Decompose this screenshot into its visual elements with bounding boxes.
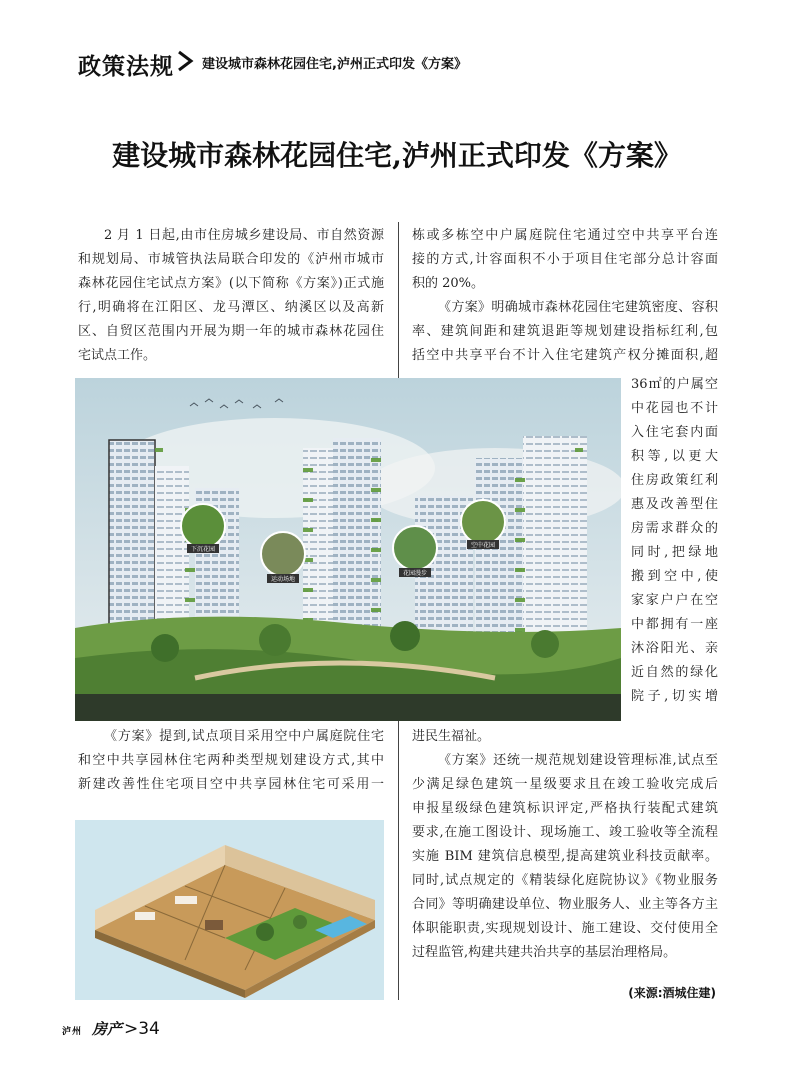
footer-city: 泸州 bbox=[62, 1027, 83, 1037]
text-line: 中花园也不计 bbox=[631, 401, 718, 416]
text-line: 住房政策红利 bbox=[631, 473, 718, 488]
text-line: 同时,试点规定的《精装绿化庭院协议》《物业服务 bbox=[412, 873, 718, 888]
chevron-right-icon bbox=[176, 50, 194, 72]
text-line: 申报星级绿色建筑标识评定,严格执行装配式建筑 bbox=[412, 801, 718, 816]
text-line: 搬到空中,使 bbox=[631, 569, 718, 584]
text-line: 和空中共享园林住宅两种类型规划建设方式,其中 bbox=[78, 753, 384, 768]
text-line: 同时,把绿地 bbox=[631, 545, 718, 560]
text-line: 体职能职责,实现规划设计、施工建设、交付使用全 bbox=[412, 921, 718, 936]
tower-rendering-image bbox=[75, 378, 621, 721]
right-wrap-paragraph bbox=[631, 373, 718, 709]
text-line: 家家户户在空 bbox=[631, 593, 718, 608]
page-footer bbox=[62, 1018, 222, 1044]
article-title: 建设城市森林花园住宅,泸州正式印发《方案》 bbox=[112, 139, 682, 172]
text-line: 栋或多栋空中户属庭院住宅通过空中共享平台连 bbox=[412, 228, 718, 243]
text-line: 率、建筑间距和建筑退距等规划建设指标红利,包 bbox=[412, 324, 718, 339]
text-line: 《方案》明确城市森林花园住宅建筑密度、容积 bbox=[438, 300, 718, 315]
callout-label: 运动场地 bbox=[270, 576, 296, 583]
text-line: 合同》等明确建设单位、物业服务人、业主等各方主 bbox=[412, 897, 718, 912]
section-header bbox=[78, 48, 718, 78]
text-line: 惠及改善型住 bbox=[631, 497, 718, 512]
text-line: 少满足绿色建筑一星级要求且在竣工验收完成后 bbox=[412, 777, 718, 792]
text-line: 《方案》提到,试点项目采用空中户属庭院住宅 bbox=[104, 729, 384, 744]
text-line: 2 月 1 日起,由市住房城乡建设局、市自然资源 bbox=[104, 228, 384, 243]
text-line: 入住宅套内面 bbox=[631, 425, 718, 440]
right-top-paragraph bbox=[412, 224, 718, 368]
text-line: 中都拥有一座 bbox=[631, 617, 718, 632]
text-line: 括空中共享平台不计入住宅建筑产权分摊面积,超 bbox=[412, 348, 718, 363]
text-line: 森林花园住宅试点方案》(以下简称《方案》)正式施 bbox=[78, 276, 384, 291]
text-line: 进民生福祉。 bbox=[412, 729, 491, 744]
page-number: >34 bbox=[124, 1019, 160, 1039]
text-line: 行,明确将在江阳区、龙马潭区、纳溪区以及高新 bbox=[78, 300, 384, 315]
text-line: 36㎡的户属空 bbox=[631, 377, 718, 392]
left-bottom-paragraph bbox=[78, 725, 384, 797]
section-title: 政策法规 bbox=[78, 54, 174, 80]
text-line: 近自然的绿化 bbox=[631, 665, 718, 680]
text-line: 新建改善性住宅项目空中共享园林住宅可采用一 bbox=[78, 777, 384, 792]
text-line: 和规划局、市城管执法局联合印发的《泸州市城市 bbox=[78, 252, 384, 267]
left-top-paragraph bbox=[78, 224, 384, 368]
text-line: 接的方式,计容面积不小于项目住宅部分总计容面 bbox=[412, 252, 718, 267]
text-line: 实施 BIM 建筑信息模型,提高建筑业科技贡献率。 bbox=[412, 849, 718, 864]
magazine-logo: 房产 bbox=[92, 1020, 123, 1038]
text-line: 沐浴阳光、亲 bbox=[631, 641, 718, 656]
right-bottom-paragraph bbox=[412, 725, 718, 965]
text-line: 积等,以更大 bbox=[631, 449, 718, 464]
breadcrumb: 建设城市森林花园住宅,泸州正式印发《方案》 bbox=[202, 57, 467, 72]
text-line: 区、自贸区范围内开展为期一年的城市森林花园住 bbox=[78, 324, 384, 339]
apartment-cutaway-image bbox=[75, 820, 384, 1000]
article-source: (来源:酒城住建) bbox=[628, 986, 716, 1000]
callout-label: 下沉花园 bbox=[190, 546, 216, 553]
text-line: 过程监管,构建共建共治共享的基层治理格局。 bbox=[412, 945, 677, 960]
text-line: 积的 20%。 bbox=[412, 276, 485, 291]
text-line: 房需求群众的 bbox=[631, 521, 718, 536]
text-line: 要求,在施工图设计、现场施工、竣工验收等全流程 bbox=[412, 825, 718, 840]
text-line: 《方案》还统一规范规划建设管理标准,试点至 bbox=[438, 753, 718, 768]
text-line: 院子,切实增 bbox=[631, 689, 718, 704]
callout-label: 花园漫步 bbox=[402, 570, 428, 577]
text-line: 宅试点工作。 bbox=[78, 348, 157, 363]
callout-label: 空中花园 bbox=[470, 542, 496, 549]
